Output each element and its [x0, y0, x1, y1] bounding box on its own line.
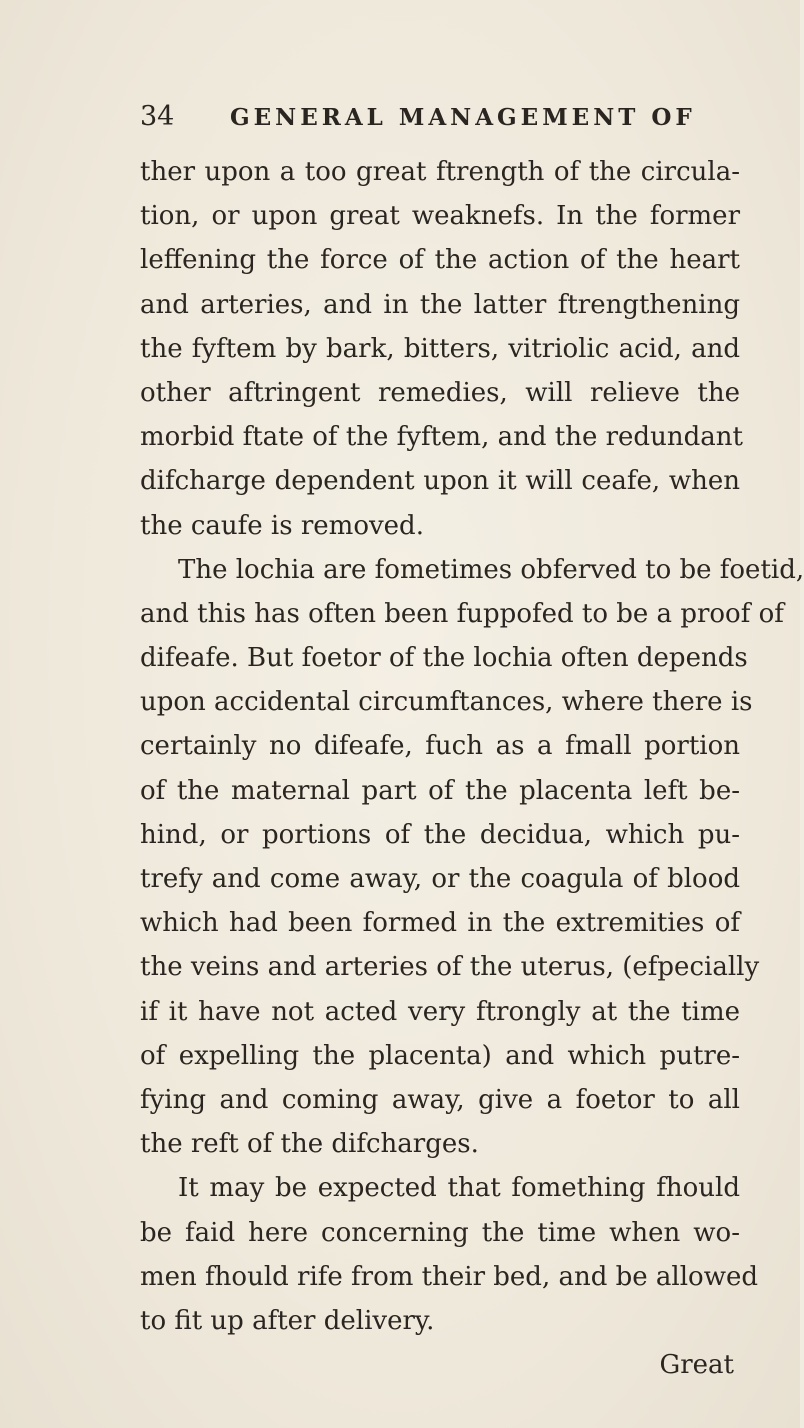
catchword: Great [659, 1350, 734, 1381]
text-line-paragraph-end: to fit up after delivery. [140, 1305, 435, 1336]
text-line: tion, or upon great weaknefs. In the former [140, 201, 740, 232]
text-line: hind, or portions of the decidua, which pu- [140, 819, 740, 850]
text-line: if it have not acted very ftrongly at the time [140, 996, 740, 1027]
text-line: difcharge dependent upon it will ceafe, when [140, 466, 740, 497]
running-title: GENERAL MANAGEMENT OF [230, 104, 696, 131]
text-line: men fhould rife from their bed, and be allowed [140, 1261, 758, 1292]
text-line: morbid ftate of the fyftem, and the redundant [140, 422, 743, 453]
text-line: certainly no difeafe, fuch as a fmall portion [140, 731, 740, 762]
text-line: fying and coming away, give a foetor to all [140, 1084, 740, 1115]
text-line: leffening the force of the action of the heart [140, 245, 740, 276]
text-line: and this has often been fuppofed to be a proof of [140, 598, 784, 629]
text-line: ther upon a too great ftrength of the circula- [140, 157, 740, 187]
text-line: trefy and come away, or the coagula of blood [140, 864, 740, 894]
text-line-paragraph-end: the reft of the difcharges. [140, 1129, 479, 1160]
text-line: other aftringent remedies, will relieve the [140, 377, 740, 408]
text-line: which had been formed in the extremities of [140, 908, 740, 939]
text-line: the fyftem by bark, bitters, vitriolic acid, and [140, 333, 740, 364]
text-line: upon accidental circumftances, where there is [140, 687, 753, 718]
page-number: 34 [140, 101, 175, 132]
text-line: the veins and arteries of the uterus, (efpecially [140, 952, 760, 983]
text-line: of expelling the placenta) and which putre- [140, 1040, 740, 1071]
text-line-paragraph-start: The lochia are fometimes obferved to be foetid, [178, 554, 804, 585]
text-line: of the maternal part of the placenta left be- [140, 775, 740, 806]
text-line-paragraph-start: It may be expected that fomething fhould [178, 1173, 740, 1204]
text-line: and arteries, and in the latter ftrengthening [140, 289, 740, 320]
running-head [0, 0, 800, 140]
text-line-paragraph-end: the caufe is removed. [140, 510, 424, 541]
body-text [140, 150, 804, 1387]
text-line: be faid here concerning the time when wo- [140, 1217, 740, 1248]
text-line: difeafe. But foetor of the lochia often depends [140, 643, 748, 674]
